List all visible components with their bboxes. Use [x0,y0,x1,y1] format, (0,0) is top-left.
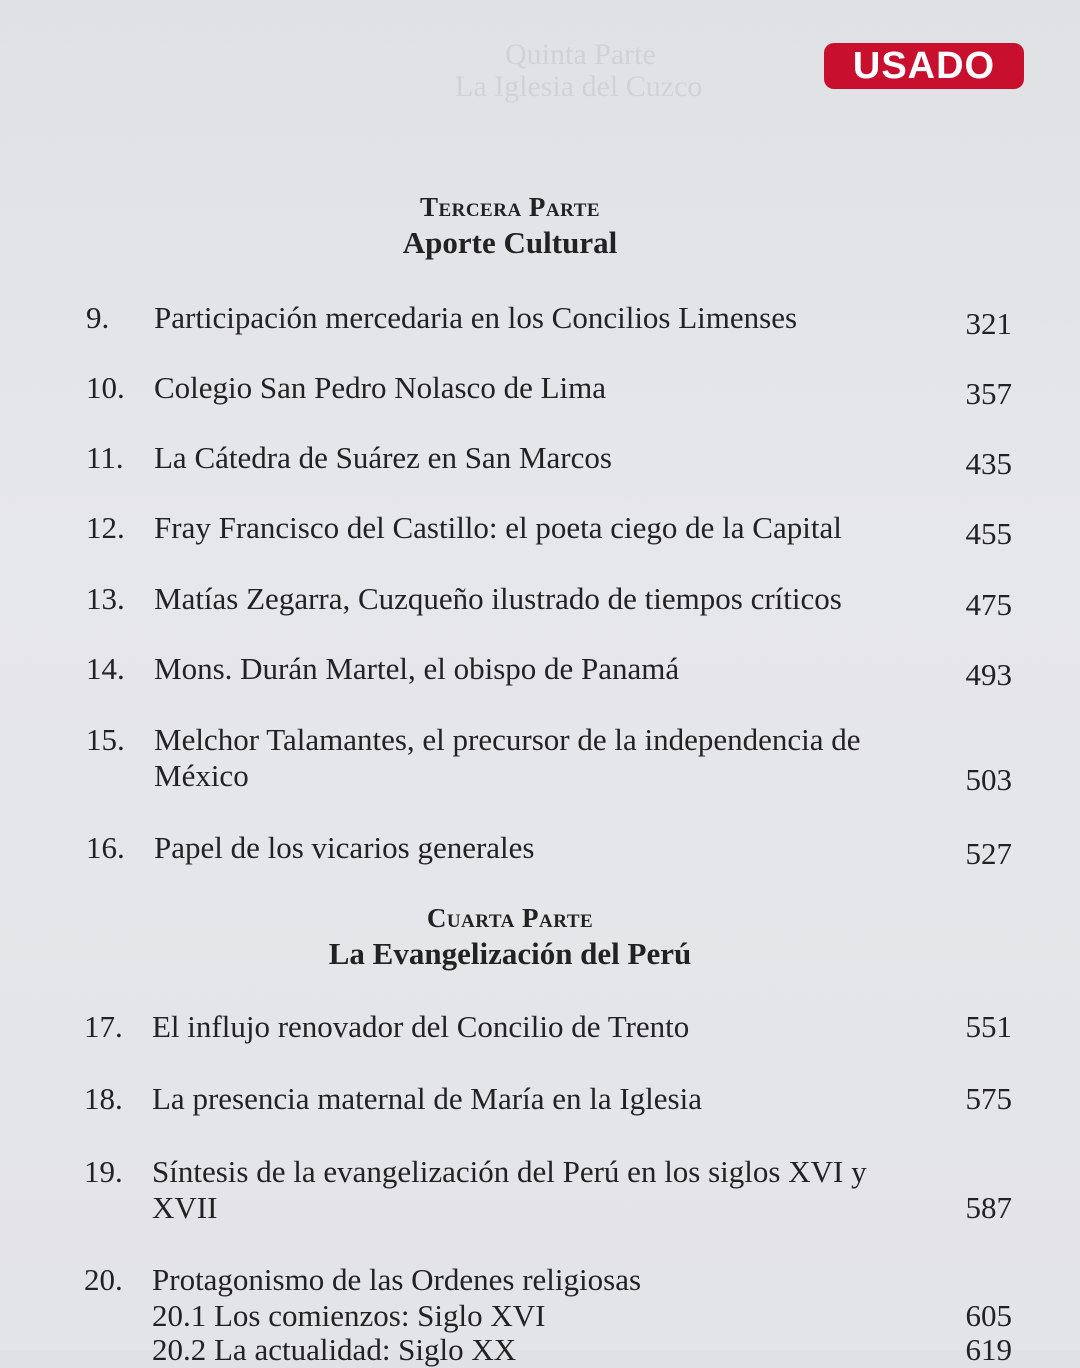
subentry-page: 619 [965,1332,1012,1367]
entry-page: 551 [965,1009,1012,1044]
section-label: Tercera Parte [419,192,601,222]
entry-title: Mons. Durán Martel, el obispo de Panamá [154,651,680,686]
subentry-title: 20.1 Los comienzos: Siglo XVI [152,1298,546,1333]
entry-title: Protagonismo de las Ordenes religiosas [152,1262,642,1297]
entry-title: Papel de los vicarios generales [154,830,535,865]
entry-page: 527 [965,836,1012,871]
entry-page: 493 [965,657,1012,692]
entry-title: Participación mercedaria en los Concilios Limenses [154,300,798,335]
entry-number: 13. [86,581,125,616]
entry-page: 587 [965,1190,1012,1225]
entry-page: 435 [965,446,1012,481]
entry-number: 9. [86,300,110,335]
entry-number: 10. [86,370,125,405]
entry-page: 455 [965,516,1012,551]
entry-title: Colegio San Pedro Nolasco de Lima [154,370,606,405]
entry-title: Matías Zegarra, Cuzqueño ilustrado de tiempos críticos [154,581,842,616]
entry-number: 17. [84,1009,123,1044]
entry-number: 15. [86,722,125,757]
section-header [0,192,1020,261]
section-title: Aporte Cultural [402,225,618,260]
entry-page: 321 [965,306,1012,341]
entry-number: 19. [84,1154,123,1189]
section-header [0,903,1020,972]
entry-title: La Cátedra de Suárez en San Marcos [154,440,612,475]
entry-title: Síntesis de la evangelización del Perú en los siglos XVI y XVII [152,1154,867,1225]
entry-number: 14. [86,651,125,686]
entry-number: 12. [86,510,125,545]
entry-number: 16. [86,830,125,865]
subentry-title: 20.2 La actualidad: Siglo XX [152,1332,517,1367]
used-badge: USADO [824,43,1024,89]
section-label: Cuarta Parte [426,903,594,933]
entry-title: Fray Francisco del Castillo: el poeta ciego de la Capital [154,510,842,545]
entry-page: 575 [965,1081,1012,1116]
entry-page: 475 [965,587,1012,622]
subentry-page: 605 [965,1298,1012,1333]
entry-title: El influjo renovador del Concilio de Trento [152,1009,690,1044]
section-title: La Evangelización del Perú [328,936,692,971]
show-through-text: Quinta Parte [505,38,656,71]
entry-page: 357 [965,376,1012,411]
entry-title: La presencia maternal de María en la Iglesia [152,1081,702,1116]
show-through-text: La Iglesia del Cuzco [455,70,703,103]
entry-number: 11. [86,440,124,475]
entry-title: Melchor Talamantes, el precursor de la independencia de México [154,722,861,793]
entry-page: 503 [965,762,1012,797]
entry-number: 18. [84,1081,123,1116]
entry-number: 20. [84,1262,123,1297]
